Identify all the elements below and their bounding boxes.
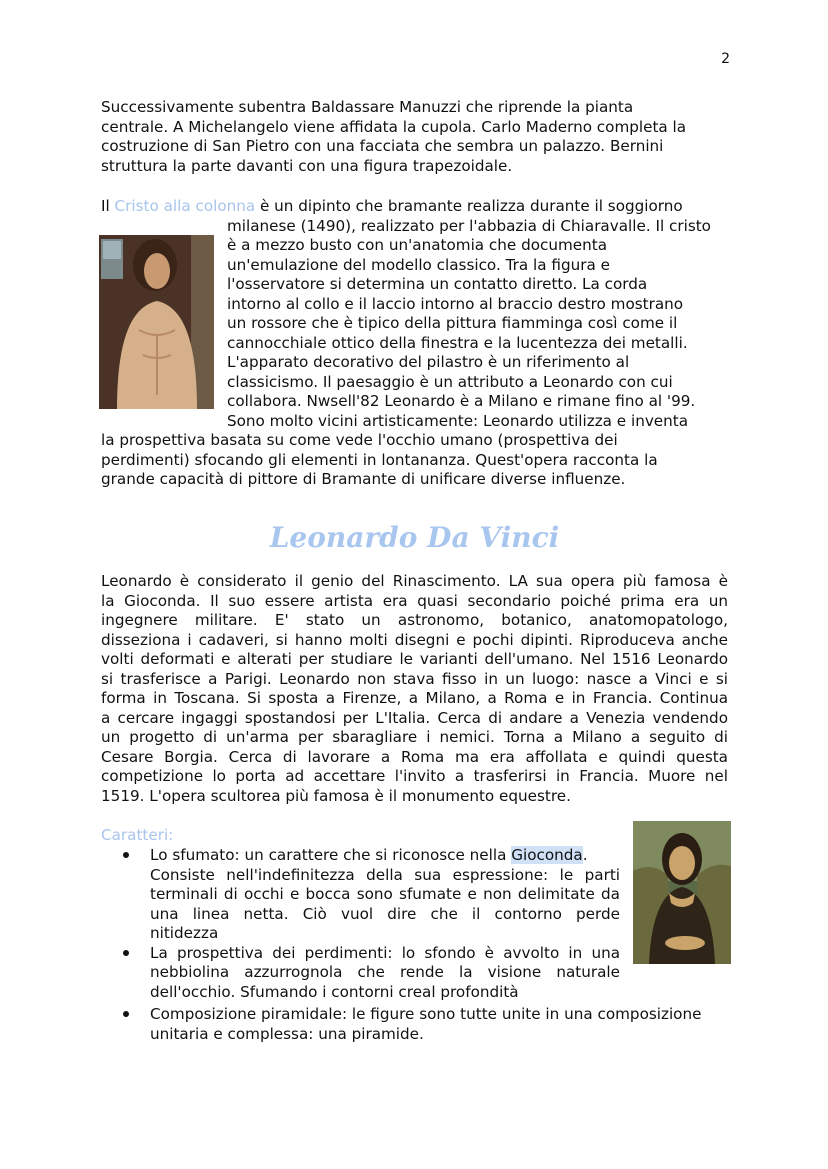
text-line: volti deformati e alterati per studiare le varianti dell'umano. Nel 1516 Leonardo [101,650,728,668]
text-line: intorno al collo e il laccio intorno al braccio destro mostrano [227,294,684,313]
text-line: Composizione piramidale: le figure sono tutte unite in una composizione [150,1005,702,1023]
bullet-icon [123,1011,129,1017]
caratteri-list [121,846,620,1002]
text-fragment: Il [101,197,115,215]
text-fragment: . [582,846,588,864]
text-line: struttura la parte davanti con una figura trapezoidale. [101,156,513,175]
cristo-alla-colonna-image [99,235,214,409]
section-title-leonardo: Leonardo Da Vinci [269,521,560,554]
text-line: l'osservatore si determina un contatto diretto. La corda [227,275,648,293]
gioconda-painting-icon [633,821,731,964]
text-line: dell'occhio. Sfumando i contorni creal profondità [150,982,519,1001]
text-line: una linea netta. Ciò vuol dire che il contorno perde [150,904,620,923]
text-line: forma in Toscana. Si sposta a Firenze, a Milano, a Roma e in Francia. Continua [101,689,728,707]
caratteri-list-cont [121,1005,728,1044]
text-line: milanese (1490), realizzato per l'abbazia di Chiaravalle. Il cristo [227,216,711,235]
text-line: nebbiolina azzurrognola che rende la visione naturale [150,963,620,981]
text-line: la prospettiva basata su come vede l'occhio umano (prospettiva dei [101,431,618,449]
text-line: è a mezzo busto con un'anatomia che documenta [227,236,607,254]
cristo-alla-colonna-link[interactable]: Cristo alla colonna [114,197,256,215]
text-line: Successivamente subentra Baldassare Manuzzi che riprende la pianta [101,98,634,116]
paragraph-leonardo [101,572,728,806]
text-line: grande capacità di pittore di Bramante di unificare diverse influenze. [101,470,626,488]
text-line: La prospettiva dei perdimenti: lo sfondo è avvolto in una [150,943,620,962]
list-item-sfumato [121,846,620,944]
text-line: competizione lo porta ad accettare l'invito a trasferirsi in Francia. Muore nel [101,767,728,785]
text-line: cannocchiale ottico della finestra e la lucentezza dei metalli. [227,333,688,352]
list-item-prospettiva [121,944,620,1003]
text-line: 1519. L'opera scultorea più famosa è il monumento equestre. [101,786,571,805]
text-line: disseziona i cadaveri, si hanno molti disegni e pochi dipinti. Riproduceva anche [101,630,728,649]
text-line: L'apparato decorativo del pilastro è un riferimento al [227,353,630,371]
text-line [101,197,728,217]
text-line: a cercare ingaggi spostandosi per L'Italia. Cerca di andare a Venezia vendendo [101,708,728,727]
text-line: collabora. Nwsell'82 Leonardo è a Milano e rimane fino al '99. [227,392,696,410]
text-line: si trasferisce a Parigi. Leonardo non stava fisso in un luogo: nasce a Vinci e si [101,669,728,688]
text-line: un rossore che è tipico della pittura fiamminga così come il [227,314,678,332]
text-line: perdimenti) sfocando gli elementi in lontananza. Quest'opera racconta la [101,450,658,469]
text-line: classicismo. Il paesaggio è un attributo a Leonardo con cui [227,372,673,391]
cristo-painting-icon [99,235,214,409]
text-line: unitaria e complessa: una piramide. [150,1024,424,1043]
page-number: 2 [721,51,730,67]
text-line: un progetto di un'arma per sbaragliare i nemici. Torna a Milano a seguito di [101,728,728,746]
bullet-icon [123,950,129,956]
text-line [150,846,620,866]
text-line: terminali di occhi e bocca sono sfumate e non delimitate da [150,885,620,903]
text-fragment: Lo sfumato: un carattere che si riconosce nella [150,846,512,864]
text-fragment: è un dipinto che bramante realizza durante il soggiorno [255,197,683,215]
gioconda-highlight: Gioconda [511,846,583,864]
text-line: ingegnere militare. E' stato un astronomo, botanico, anatomopatologo, [101,611,728,629]
bullet-icon [123,852,129,858]
text-line: costruzione di San Pietro con una facciata che sembra un palazzo. Bernini [101,137,664,155]
gioconda-image [633,821,731,964]
text-line: centrale. A Michelangelo viene affidata la cupola. Carlo Maderno completa la [101,117,687,136]
text-line: la Gioconda. Il suo essere artista era quasi secondario poiché prima era un [101,591,728,610]
text-line: nitidezza [150,924,219,942]
text-line: Cesare Borgia. Cerca di lavorare a Roma ma era affollata e quindi questa [101,747,728,766]
text-line: Leonardo è considerato il genio del Rinascimento. LA sua opera più famosa è [101,572,728,590]
text-line: Consiste nell'indefinitezza della sua espressione: le parti [150,865,620,884]
text-line: un'emulazione del modello classico. Tra la figura e [227,255,610,274]
paragraph-san-pietro [101,98,728,176]
caratteri-heading: Caratteri: [101,826,174,844]
text-line: Sono molto vicini artisticamente: Leonardo utilizza e inventa [227,411,689,430]
list-item-composizione [121,1005,728,1044]
